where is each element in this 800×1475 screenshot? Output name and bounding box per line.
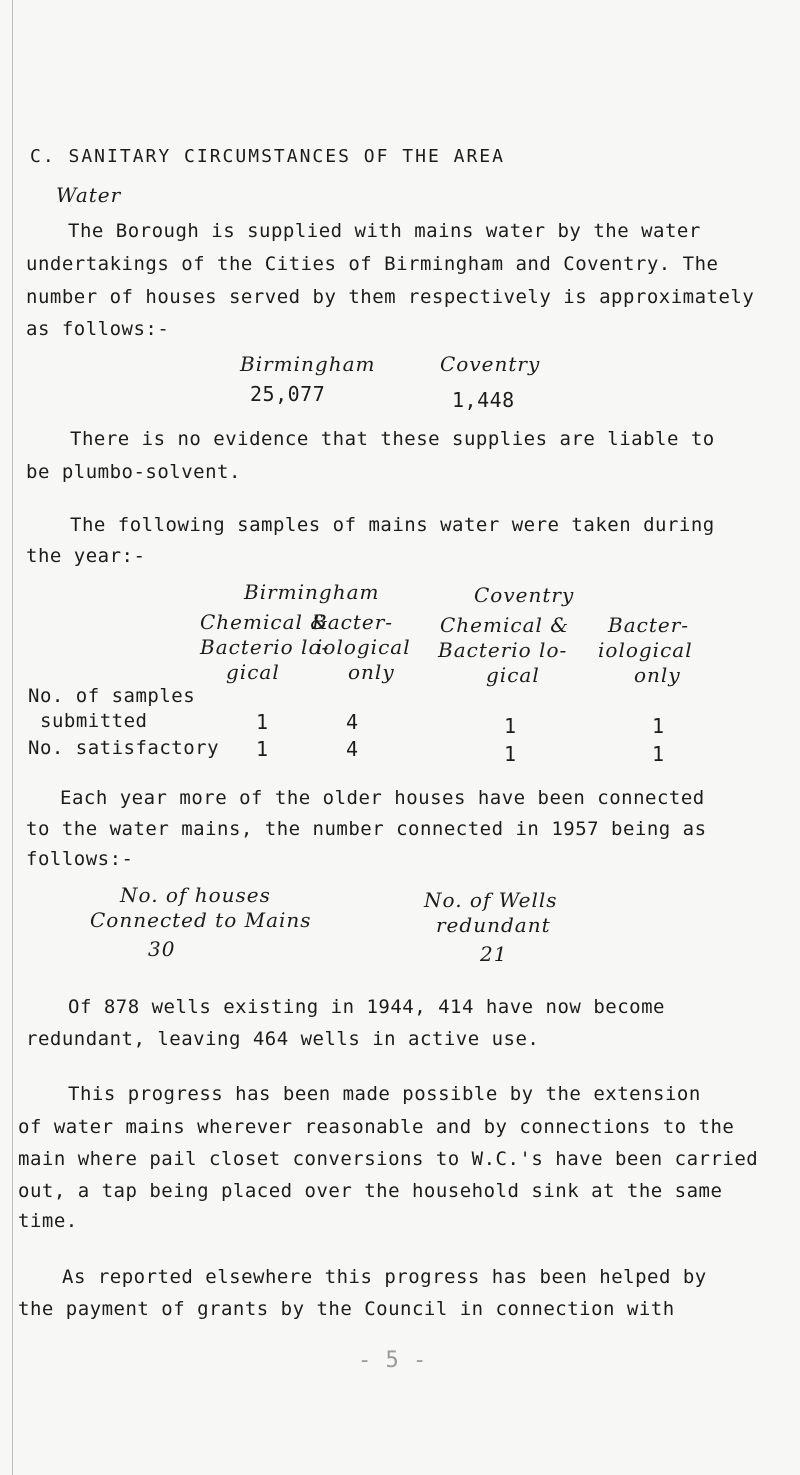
sub-header-line: only — [634, 663, 681, 687]
paragraph-line: number of houses served by them respectively is approximately — [26, 286, 755, 308]
paragraph-line: The Borough is supplied with mains water by the water — [68, 220, 701, 242]
table-cell: 1 — [504, 742, 517, 766]
row-label-satisfactory: No. satisfactory — [28, 737, 220, 759]
paragraph-line: The following samples of mains water were taken during — [70, 514, 715, 536]
table-cell: 1 — [256, 710, 269, 734]
sub-header-line: gical — [486, 663, 540, 687]
table-cell: 1 — [504, 714, 517, 738]
sub-header-line: Chemical & — [200, 610, 330, 634]
sub-header-line: iological — [316, 635, 411, 659]
sub-header-line: Bacter- — [608, 613, 690, 637]
sub-header-line: only — [348, 660, 395, 684]
sub-header-line: Chemical & — [440, 613, 570, 637]
page-number: - 5 - — [358, 1348, 427, 1373]
column-header-houses-connected: Connected to Mains — [90, 908, 312, 932]
paragraph-line: This progress has been made possible by the extension — [68, 1083, 701, 1105]
row-label-samples-submitted: No. of samples — [28, 685, 196, 707]
subheading-water: Water — [56, 183, 122, 207]
paragraph-line: as follows:- — [26, 318, 170, 340]
paragraph-line: to the water mains, the number connected in 1957 being as — [26, 818, 707, 840]
table-cell: 4 — [346, 710, 359, 734]
value-coventry-houses: 1,448 — [452, 388, 515, 412]
column-header-wells-redundant: No. of Wells — [424, 888, 558, 912]
paragraph-line: the payment of grants by the Council in connection with — [18, 1298, 675, 1320]
paragraph-line: follows:- — [26, 848, 134, 870]
paragraph-line: of water mains wherever reasonable and by connections to the — [18, 1116, 735, 1138]
paragraph-line: As reported elsewhere this progress has been helped by — [62, 1266, 707, 1288]
paragraph-line: Of 878 wells existing in 1944, 414 have now become — [68, 996, 665, 1018]
value-houses-connected: 30 — [148, 937, 176, 961]
paragraph-line: main where pail closet conversions to W.C.'s have been carried — [18, 1148, 759, 1170]
value-birmingham-houses: 25,077 — [250, 382, 326, 406]
value-wells-redundant: 21 — [480, 942, 508, 966]
column-header-wells-redundant: redundant — [436, 913, 551, 937]
column-header-coventry: Coventry — [440, 352, 541, 376]
table-cell: 1 — [652, 714, 665, 738]
sub-header-line: iological — [598, 638, 693, 662]
section-heading: C. SANITARY CIRCUMSTANCES OF THE AREA — [30, 146, 505, 167]
paragraph-line: redundant, leaving 464 wells in active use. — [26, 1028, 540, 1050]
sub-header-line: Bacterio lo- — [200, 635, 330, 659]
sub-header-line: gical — [226, 660, 280, 684]
paragraph-line: Each year more of the older houses have been connected — [60, 787, 705, 809]
column-header-houses-connected: No. of houses — [120, 883, 271, 907]
samples-header-birmingham: Birmingham — [244, 580, 380, 604]
column-header-birmingham: Birmingham — [240, 352, 376, 376]
samples-header-coventry: Coventry — [474, 583, 575, 607]
sub-header-line: Bacterio lo- — [438, 638, 568, 662]
paragraph-line: the year:- — [26, 545, 146, 567]
paragraph-line: undertakings of the Cities of Birmingham and Coventry. The — [26, 253, 719, 275]
row-label-samples-submitted: submitted — [40, 710, 148, 732]
paragraph-line: There is no evidence that these supplies are liable to — [70, 428, 715, 450]
paragraph-line: time. — [18, 1210, 78, 1232]
paragraph-line: out, a tap being placed over the household sink at the same — [18, 1180, 723, 1202]
sub-header-line: Bacter- — [312, 610, 394, 634]
table-cell: 1 — [652, 742, 665, 766]
page-margin-line — [12, 0, 13, 1475]
table-cell: 1 — [256, 737, 269, 761]
paragraph-line: be plumbo-solvent. — [26, 461, 241, 483]
table-cell: 4 — [346, 737, 359, 761]
